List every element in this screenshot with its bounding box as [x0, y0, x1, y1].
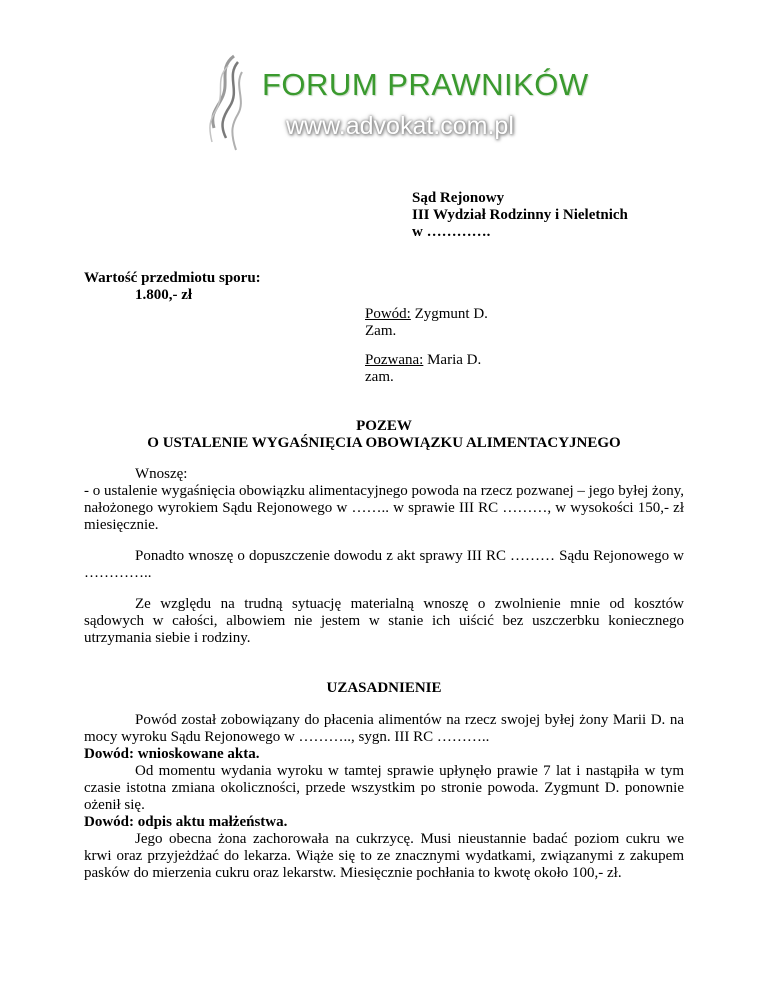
wnosze-text: Wnoszę: [135, 466, 188, 482]
plaintiff-block [365, 306, 488, 340]
claim-value-amount: 1.800,- zł [135, 287, 193, 303]
main-request: - o ustalenie wygaśnięcia obowiązku alimentacyjnego powoda na rzecz pozwanej – jego byłej żony, nałożonego wyrokiem Sądu Rejonowego w …….. w sprawie III RC ………, w wysokości 150,- zł miesięcznie. [84, 483, 684, 533]
defendant-address: zam. [365, 369, 394, 385]
plaintiff-label: Powód: [365, 306, 411, 322]
forum-prawnikow-logo [200, 52, 589, 160]
title-line2: O USTALENIE WYGAŚNIĘCIA OBOWIĄZKU ALIMENTACYJNEGO [147, 435, 621, 451]
justification-p3: Jego obecna żona zachorowała na cukrzycę. Musi nieustannie badać poziom cukru we krwi oraz przyjeżdżać do lekarza. Wiąże się to ze znacznymi wydatkami, związanymi z zakupem pasków do mierzenia cukru oraz lekarstw. Miesięcznie pochłania to kwotę około 100,- zł. [84, 831, 684, 881]
justification-heading: UZASADNIENIE [326, 680, 442, 696]
logo-url-text: www.advokat.com.pl [286, 112, 514, 140]
costs-exemption-request: Ze względu na trudną sytuację materialną wnoszę o zwolnienie mnie od kosztów sądowych w całości, albowiem nie jestem w stanie ich uiścić bez uszczerbku koniecznego utrzymania siebie i rodziny. [84, 596, 684, 646]
title-line1: POZEW [356, 418, 412, 434]
court-city: w …………. [412, 224, 491, 240]
request-section [84, 466, 684, 534]
s-swoosh-icon [200, 52, 260, 160]
court-division: III Wydział Rodzinny i Nieletnich [412, 207, 628, 223]
proof-1: Dowód: wnioskowane akta. [84, 746, 260, 762]
plaintiff-address: Zam. [365, 323, 397, 339]
court-address [412, 190, 628, 241]
evidence-request: Ponadto wnoszę o dopuszczenie dowodu z akt sprawy III RC ……… Sądu Rejonowego w ………….. [84, 548, 684, 581]
document-title [84, 418, 684, 452]
justification-p1: Powód został zobowiązany do płacenia alimentów na rzecz swojej byłej żony Marii D. na mocy wyroku Sądu Rejonowego w ……….., sygn. III RC ……….. [84, 712, 684, 745]
plaintiff-name: Zygmunt D. [410, 306, 488, 322]
proof-2: Dowód: odpis aktu małżeństwa. [84, 814, 288, 830]
court-name: Sąd Rejonowy [412, 190, 505, 206]
claim-value-label: Wartość przedmiotu sporu: [84, 270, 261, 286]
justification-p2: Od momentu wydania wyroku w tamtej sprawie upłynęło prawie 7 lat i nastąpiła w tym czasie istotna zmiana okoliczności, przede wszystkim po stronie powoda. Zygmunt D. ponownie ożenił się. [84, 763, 684, 813]
defendant-label: Pozwana: [365, 352, 424, 368]
defendant-name: Maria D. [423, 352, 482, 368]
defendant-block [365, 352, 481, 386]
logo-brand-text: FORUM PRAWNIKÓW [262, 67, 589, 102]
justification-body [84, 712, 684, 882]
